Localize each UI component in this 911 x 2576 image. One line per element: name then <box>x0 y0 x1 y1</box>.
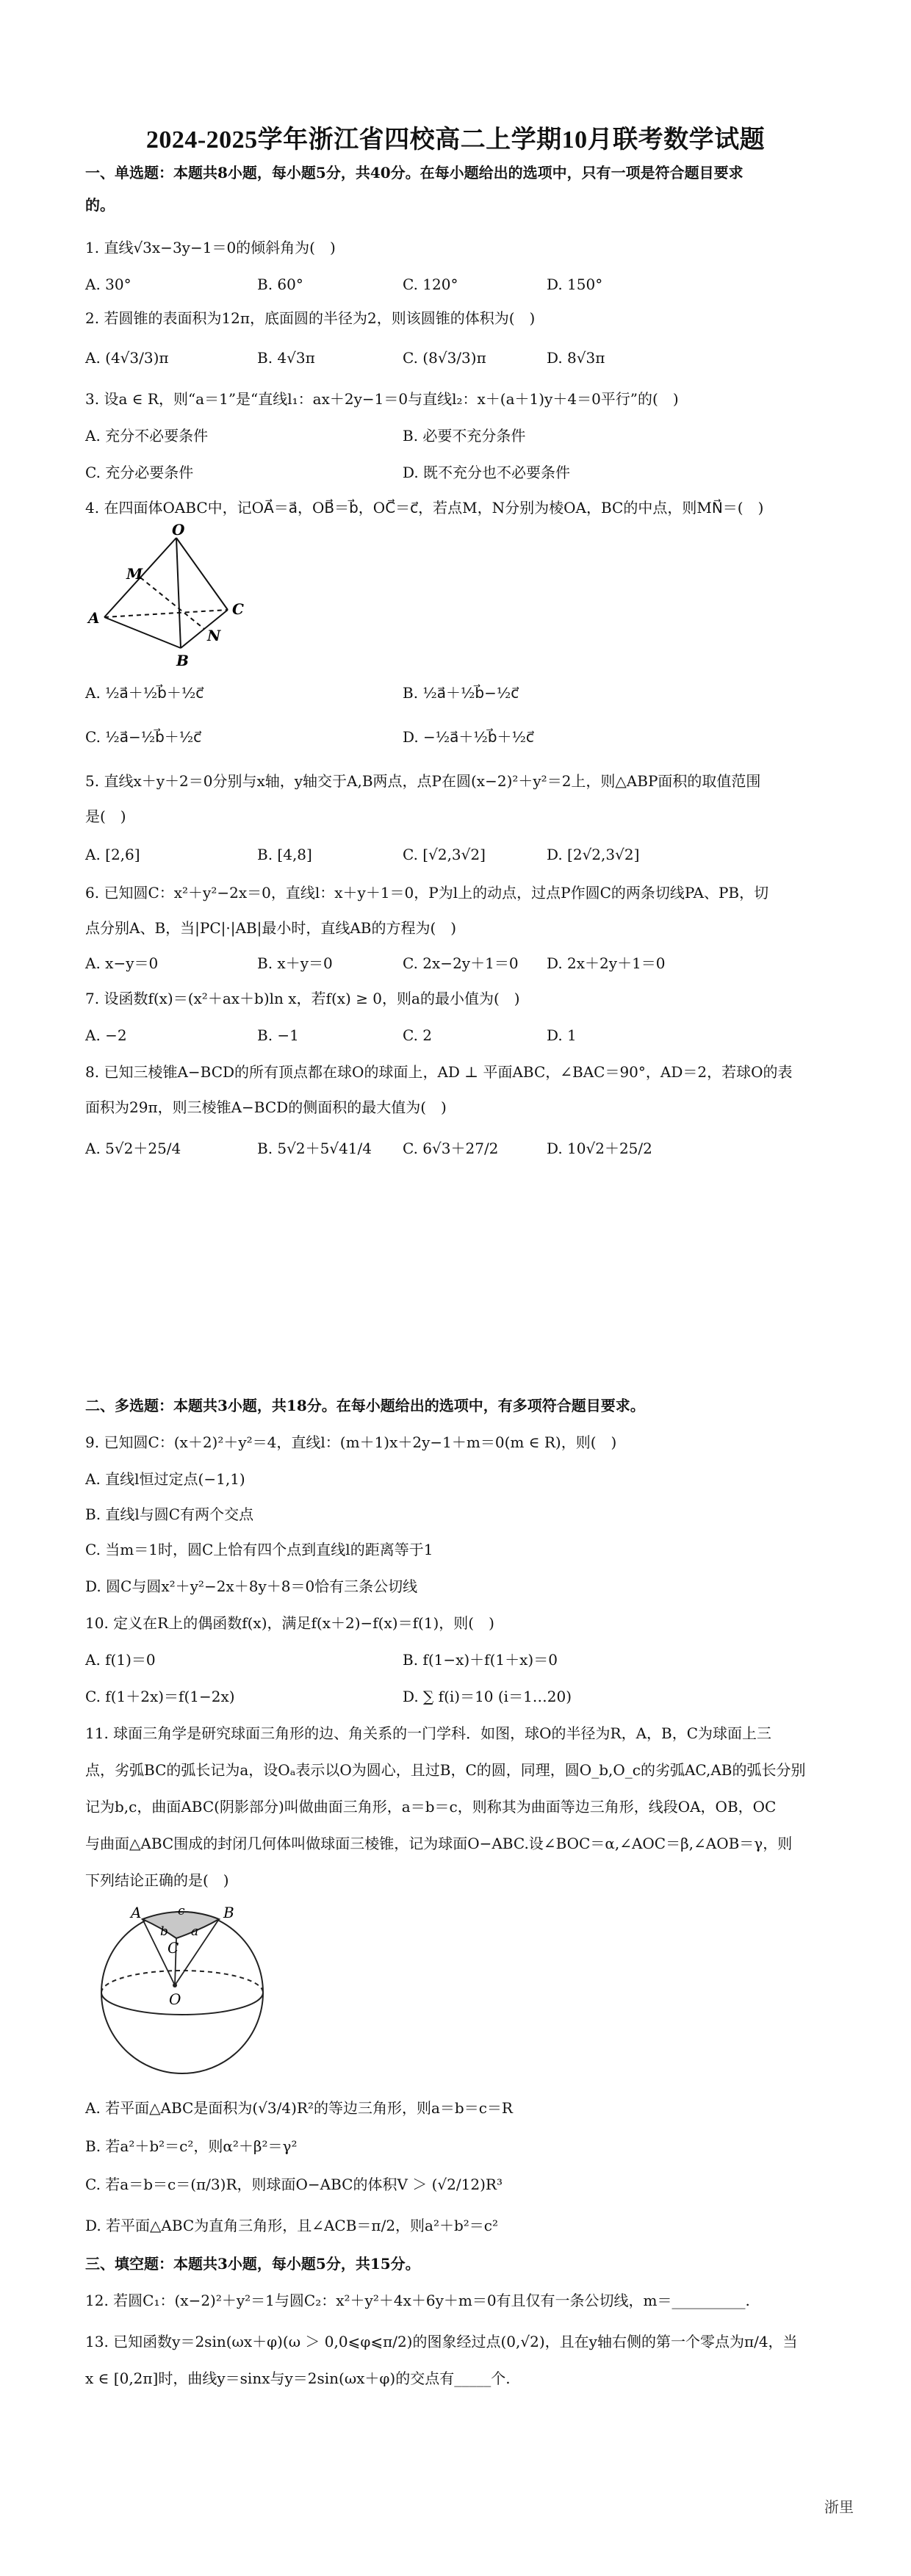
q6-stem: 6. 已知圆C：x²＋y²−2x＝0，直线l：x＋y＋1＝0，P为l上的动点，过点P作圆C的两条切线PA、PB，切 <box>85 884 769 902</box>
q7-option-b: B. −1 <box>257 1026 299 1044</box>
q3-option-c: C. 充分必要条件 <box>85 464 194 481</box>
q2-option-b: B. 4√3π <box>257 349 315 367</box>
q5-stem: 5. 直线x＋y＋2＝0分别与x轴，y轴交于A,B两点，点P在圆(x−2)²＋y²＝2上，则△ABP面积的取值范围 <box>85 772 761 790</box>
q3-option-d: D. 既不充分也不必要条件 <box>403 464 571 481</box>
q1-option-a: A. 30° <box>85 276 132 293</box>
fig11-label-a: A <box>131 1904 142 1921</box>
fig11-label-arc-c: c <box>178 1904 185 1918</box>
q6-option-b: B. x＋y＝0 <box>257 954 333 972</box>
section1-heading: 一、单选题：本题共8小题，每小题5分，共40分。在每小题给出的选项中，只有一项是符合题目要求 <box>85 164 743 181</box>
q8-stem: 8. 已知三棱锥A−BCD的所有顶点都在球O的球面上，AD ⊥ 平面ABC，∠BAC＝90°，AD＝2，若球O的表 <box>85 1063 793 1081</box>
fig4-label-a: A <box>88 609 100 627</box>
q4-option-c: C. ½a⃗−½b⃗＋½c⃗ <box>85 728 202 746</box>
q10-option-d: D. ∑ f(i)＝10 (i＝1…20) <box>403 1688 572 1705</box>
q2-option-d: D. 8√3π <box>547 349 605 367</box>
q6-stem-cont: 点分别A、B，当|PC|·|AB|最小时，直线AB的方程为( ) <box>85 919 457 937</box>
q2-option-a: A. (4√3/3)π <box>85 349 169 367</box>
section3-heading: 三、填空题：本题共3小题，每小题5分，共15分。 <box>85 2255 420 2273</box>
q11-option-c: C. 若a＝b＝c＝(π/3)R，则球面O−ABC的体积V ＞ (√2/12)R³ <box>85 2176 503 2193</box>
q2-option-c: C. (8√3/3)π <box>403 349 486 367</box>
q10-option-a: A. f(1)＝0 <box>85 1651 156 1669</box>
q11-stem-l2: 点，劣弧BC的弧长记为a，设Oₐ表示以O为圆心，且过B，C的圆，同理，圆O_b,O_c的劣弧AC,AB的弧长分别 <box>85 1761 806 1779</box>
fig4-label-c: C <box>232 600 244 618</box>
q9-option-b: B. 直线l与圆C有两个交点 <box>85 1505 254 1523</box>
fig11-label-o: O <box>169 1990 181 2008</box>
q8-stem-cont: 面积为29π，则三棱锥A−BCD的侧面积的最大值为( ) <box>85 1098 447 1116</box>
q7-option-d: D. 1 <box>547 1026 577 1044</box>
q4-option-d: D. −½a⃗＋½b⃗＋½c⃗ <box>403 728 534 746</box>
q5-stem-cont: 是( ) <box>85 807 126 825</box>
fig4-label-n: N <box>207 627 221 644</box>
q11-stem: 11. 球面三角学是研究球面三角形的边、角关系的一门学科．如图，球O的半径为R，A，B，C为球面上三 <box>85 1724 772 1742</box>
q10-option-c: C. f(1＋2x)＝f(1−2x) <box>85 1688 235 1705</box>
fig11-label-arc-b: b <box>160 1924 168 1939</box>
q3-option-b: B. 必要不充分条件 <box>403 427 526 445</box>
q3-stem: 3. 设a ∈ R，则“a＝1”是“直线l₁：ax＋2y−1＝0与直线l₂：x＋(a＋1)y＋4＝0平行”的( ) <box>85 390 679 408</box>
q1-option-d: D. 150° <box>547 276 603 293</box>
q12-stem: 12. 若圆C₁：(x−2)²＋y²＝1与圆C₂：x²＋y²＋4x＋6y＋m＝0有且仅有一条公切线，m＝__________. <box>85 2292 750 2309</box>
q9-option-c: C. 当m＝1时，圆C上恰有四个点到直线l的距离等于1 <box>85 1541 433 1558</box>
q1-stem: 1. 直线√3x−3y−1＝0的倾斜角为( ) <box>85 239 336 256</box>
q1-option-c: C. 120° <box>403 276 458 293</box>
q9-stem: 9. 已知圆C：(x＋2)²＋y²＝4，直线l：(m＋1)x＋2y−1＋m＝0(m ∈ R)，则( ) <box>85 1433 617 1451</box>
q4-option-a: A. ½a⃗＋½b⃗＋½c⃗ <box>85 684 204 702</box>
q9-option-d: D. 圆C与圆x²＋y²−2x＋8y＋8＝0恰有三条公切线 <box>85 1577 418 1595</box>
q5-option-c: C. [√2,3√2] <box>403 846 486 863</box>
q11-stem-l5: 下列结论正确的是( ) <box>85 1871 229 1889</box>
q3-option-a: A. 充分不必要条件 <box>85 427 209 445</box>
q2-stem: 2. 若圆锥的表面积为12π，底面圆的半径为2，则该圆锥的体积为( ) <box>85 309 536 327</box>
q10-option-b: B. f(1−x)＋f(1＋x)＝0 <box>403 1651 558 1669</box>
fig4-label-m: M <box>126 565 143 583</box>
tetrahedron-figure <box>82 523 259 670</box>
q4-option-b: B. ½a⃗＋½b⃗−½c⃗ <box>403 684 519 702</box>
q7-stem: 7. 设函数f(x)＝(x²＋ax＋b)ln x，若f(x) ≥ 0，则a的最小值为( ) <box>85 990 520 1007</box>
q7-option-c: C. 2 <box>403 1026 433 1044</box>
q4-stem: 4. 在四面体OABC中，记OA⃗＝a⃗，OB⃗＝b⃗，OC⃗＝c⃗，若点M，N分别为棱OA，BC的中点，则MN⃗＝( ) <box>85 499 764 517</box>
section1-heading-cont: 的。 <box>85 196 115 214</box>
q8-option-a: A. 5√2＋25/4 <box>85 1140 181 1157</box>
q7-option-a: A. −2 <box>85 1026 127 1044</box>
q11-stem-l4: 与曲面△ABC围成的封闭几何体叫做球面三棱锥，记为球面O−ABC.设∠BOC＝α,∠AOC＝β,∠AOB＝γ，则 <box>85 1835 793 1852</box>
q5-option-d: D. [2√2,3√2] <box>547 846 640 863</box>
page-title: 2024-2025学年浙江省四校高二上学期10月联考数学试题 <box>145 126 766 154</box>
q6-option-d: D. 2x＋2y＋1＝0 <box>547 954 666 972</box>
q11-option-a: A. 若平面△ABC是面积为(√3/4)R²的等边三角形，则a＝b＝c＝R <box>85 2099 513 2117</box>
q13-stem-cont: x ∈ [0,2π]时，曲线y＝sinx与y＝2sin(ωx＋φ)的交点有_____个. <box>85 2370 511 2387</box>
q6-option-c: C. 2x−2y＋1＝0 <box>403 954 519 972</box>
q11-stem-l3: 记为b,c，曲面ABC(阴影部分)叫做曲面三角形，a＝b＝c，则称其为曲面等边三角形，线段OA，OB，OC <box>85 1798 777 1816</box>
fig4-label-b: B <box>176 652 189 669</box>
q8-option-b: B. 5√2＋5√41/4 <box>257 1140 372 1157</box>
q5-option-a: A. [2,6] <box>85 846 140 863</box>
section2-heading: 二、多选题：本题共3小题，共18分。在每小题给出的选项中，有多项符合题目要求。 <box>85 1397 645 1414</box>
q10-stem: 10. 定义在R上的偶函数f(x)，满足f(x＋2)−f(x)＝f(1)，则( ) <box>85 1614 494 1632</box>
fig4-label-o: O <box>172 523 185 539</box>
q8-option-c: C. 6√3＋27/2 <box>403 1140 499 1157</box>
q13-stem: 13. 已知函数y＝2sin(ωx＋φ)(ω ＞ 0,0⩽φ⩽π/2)的图象经过点(0,√2)，且在y轴右侧的第一个零点为π/4，当 <box>85 2333 798 2350</box>
fig11-label-arc-a: a <box>191 1924 199 1939</box>
q6-option-a: A. x−y＝0 <box>85 954 159 972</box>
page-footer: 浙里 <box>824 2498 854 2516</box>
sphere-figure <box>88 1899 279 2082</box>
fig11-label-b: B <box>223 1904 234 1921</box>
q11-option-b: B. 若a²＋b²＝c²，则α²＋β²＝γ² <box>85 2137 298 2155</box>
q11-option-d: D. 若平面△ABC为直角三角形，且∠ACB＝π/2，则a²＋b²＝c² <box>85 2217 499 2234</box>
q8-option-d: D. 10√2＋25/2 <box>547 1140 652 1157</box>
q1-option-b: B. 60° <box>257 276 303 293</box>
fig11-label-c: C <box>168 1939 179 1957</box>
q5-option-b: B. [4,8] <box>257 846 312 863</box>
q9-option-a: A. 直线l恒过定点(−1,1) <box>85 1470 245 1488</box>
